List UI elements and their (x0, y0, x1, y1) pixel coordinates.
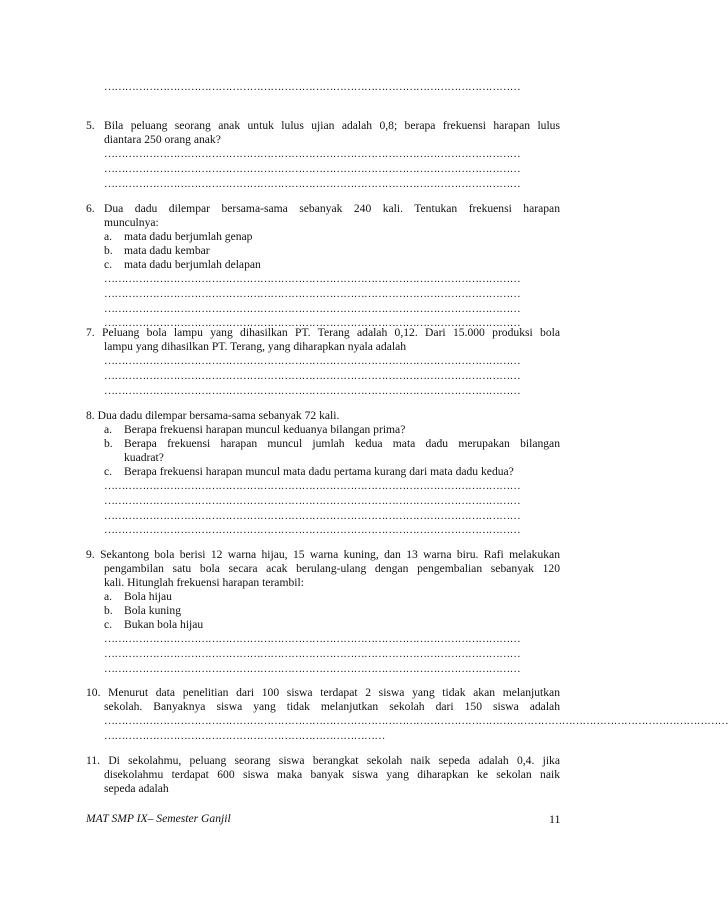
option-marker: a. (104, 423, 113, 436)
answer-line: ………………………………………………………………………………………………………… (104, 385, 521, 397)
question-11-text-cont: disekolahmu terdapat 600 siswa maka banyak siswa yang diharapkan ke sekolan naik (104, 768, 560, 781)
answer-line: ………………………………………………………………………………………………………… (104, 148, 521, 160)
option-marker: c. (104, 258, 113, 271)
option-marker: a. (104, 230, 113, 243)
answer-line: ………………………………………………………………………………………………………… (104, 355, 521, 367)
question-10-text: 10. Menurut data penelitian dari 100 siswa terdapat 2 siswa yang tidak akan melanjutkan (86, 686, 560, 699)
option-marker: c. (104, 465, 113, 478)
question-7-text: 7. Peluang bola lampu yang dihasilkan PT. Terang adalah 0,12. Dari 15.000 produksi bola (86, 326, 560, 339)
answer-line: ………………………………………………………………………………………………………… (104, 178, 521, 190)
option-marker: b. (104, 244, 113, 257)
question-8-option-b: Berapa frekuensi harapan muncul jumlah kedua mata dadu merupakan bilangan (124, 437, 560, 450)
question-11-text-cont: sepeda adalah (104, 782, 169, 795)
question-7-text-cont: lampu yang dihasilkan PT. Terang, yang diharapkan nyala adalah (104, 340, 407, 353)
question-5-text-cont: diantara 250 orang anak? (104, 133, 221, 146)
answer-line: ………………………………………………………………………………………………………… (104, 633, 521, 645)
answer-line: ………………………………………………………………………………………………………… (104, 303, 521, 315)
question-9-text: 9. Sekantong bola berisi 12 warna hijau, 15 warna kuning, dan 13 warna biru. Rafi melakukan (86, 548, 560, 561)
question-8-option-c: Berapa frekuensi harapan muncul mata dadu pertama kurang dari mata dadu kedua? (124, 465, 514, 478)
answer-line: ……………………………………………………………………… (104, 730, 385, 742)
option-marker: b. (104, 437, 113, 450)
question-6-option-c: mata dadu berjumlah delapan (124, 258, 261, 271)
answer-line: ………………………………………………………………………………………………………… (104, 370, 521, 382)
answer-line: ………………………………………………………………………………………………………… (104, 663, 521, 675)
question-6-number: 6. (86, 202, 95, 215)
question-10-text-cont: sekolah. Banyaknya siswa yang tidak melanjutkan sekolah dari 150 siswa adalah (104, 700, 560, 713)
question-8-option-a: Berapa frekuensi harapan muncul keduanya bilangan prima? (124, 423, 406, 436)
answer-line: ………………………………………………………………………………………………………… (104, 648, 521, 660)
question-8-option-b-cont: kuadrat? (124, 451, 164, 464)
question-5-text: Bila peluang seorang anak untuk lulus ujian adalah 0,8; berapa frekuensi harapan lulus (104, 119, 560, 132)
answer-line: ………………………………………………………………………………………………………… (104, 163, 521, 175)
answer-line: ……………………………………………………………………………………………………………………………………………………………… (104, 715, 728, 727)
question-5-number: 5. (86, 119, 95, 132)
question-6-option-b: mata dadu kembar (124, 244, 210, 257)
question-9-text-cont: pengambilan satu bola secara acak berulang-ulang dengan pengembalian sebanyak 120 (104, 562, 560, 575)
question-6-text: Dua dadu dilempar bersama-sama sebanyak 240 kali. Tentukan frekuensi harapan (104, 202, 560, 215)
question-6-option-a: mata dadu berjumlah genap (124, 230, 253, 243)
question-9-option-c: Bukan bola hijau (124, 618, 204, 631)
answer-line: ………………………………………………………………………………………………………… (104, 524, 521, 536)
question-9-text-cont: kali. Hitunglah frekuensi harapan terambil: (104, 576, 304, 589)
question-9-option-a: Bola hijau (124, 590, 172, 603)
answer-line: ………………………………………………………………………………………………………… (104, 495, 521, 507)
answer-line: ………………………………………………………………………………………………………… (104, 288, 521, 300)
option-marker: b. (104, 604, 113, 617)
answer-line: ………………………………………………………………………………………………………… (104, 510, 521, 522)
answer-line: ………………………………………………………………………………………………………… (104, 317, 521, 329)
question-11-text: 11. Di sekolahmu, peluang seorang siswa berangkat sekolah naik sepeda adalah 0,4. jika (86, 754, 560, 767)
question-9-option-b: Bola kuning (124, 604, 182, 617)
question-6-text-cont: munculnya: (104, 216, 159, 229)
answer-line: ………………………………………………………………………………………………………… (104, 480, 521, 492)
page-number: 11 (549, 812, 561, 826)
question-8-text: 8. Dua dadu dilempar bersama-sama sebanyak 72 kali. (86, 409, 340, 422)
answer-line: ………………………………………………………………………………………………………… (104, 81, 521, 93)
option-marker: c. (104, 618, 113, 631)
footer-title: MAT SMP IX– Semester Ganjil (86, 812, 231, 825)
answer-line: ………………………………………………………………………………………………………… (104, 273, 521, 285)
option-marker: a. (104, 590, 113, 603)
